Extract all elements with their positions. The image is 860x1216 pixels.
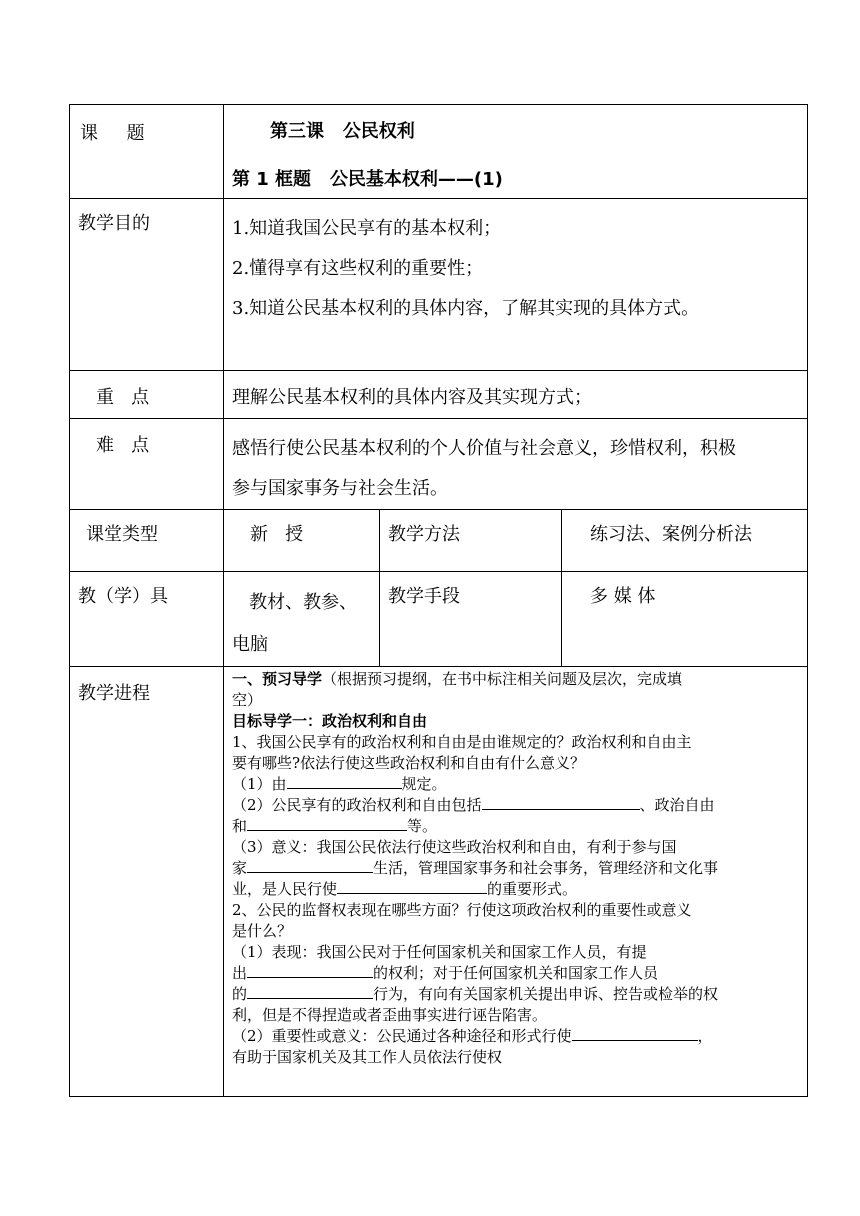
method-label: 教学方法 bbox=[388, 524, 460, 545]
method-label-cell bbox=[380, 510, 562, 572]
fill-blank[interactable] bbox=[247, 984, 373, 999]
objectives-label: 教学目的 bbox=[78, 213, 150, 234]
answer-text: （1）由 bbox=[232, 775, 287, 793]
section-title: 一、预习导学 bbox=[232, 670, 323, 688]
answer-text: （2）公民享有的政治权利和自由包括 bbox=[232, 796, 482, 814]
difficulty-text-line: 感悟行使公民基本权利的个人价值与社会意义，珍惜权利，积极 bbox=[232, 438, 736, 459]
fill-blank[interactable] bbox=[247, 858, 373, 873]
section-note-cont: 空） bbox=[232, 691, 263, 709]
class-type-label-cell bbox=[70, 510, 224, 572]
key-point-content-cell bbox=[224, 371, 808, 419]
answer-text: （1）表现：我国公民对于任何国家机关和国家工作人员，有提 bbox=[232, 943, 647, 961]
answer-text: 的权利；对于任何国家机关和国家工作人员 bbox=[373, 964, 659, 982]
answer-text: 家 bbox=[232, 859, 248, 877]
answer-text: 业，是人民行使 bbox=[232, 880, 338, 898]
fill-blank[interactable] bbox=[247, 963, 373, 978]
row-topic bbox=[70, 105, 808, 199]
lesson-plan-table bbox=[69, 104, 808, 1097]
answer-text: 和 bbox=[232, 817, 248, 835]
row-tools bbox=[70, 572, 808, 667]
means-value: 多 媒 体 bbox=[590, 586, 656, 607]
class-type-value: 新 授 bbox=[250, 524, 304, 545]
objective-item: 2.懂得享有这些权利的重要性； bbox=[232, 258, 484, 279]
row-process bbox=[70, 667, 808, 1097]
class-type-value-cell bbox=[224, 510, 380, 572]
topic-label: 课 题 bbox=[80, 123, 145, 144]
fill-blank[interactable] bbox=[572, 1026, 698, 1041]
tools-value-line: 电脑 bbox=[232, 634, 268, 655]
key-point-label: 重 点 bbox=[96, 387, 150, 408]
means-label: 教学手段 bbox=[388, 586, 460, 607]
tools-label-cell bbox=[70, 572, 224, 667]
difficulty-text-line: 参与国家事务与社会生活。 bbox=[232, 478, 448, 499]
fill-blank[interactable] bbox=[287, 774, 402, 789]
goal-title: 目标导学一：政治权利和自由 bbox=[232, 712, 428, 730]
objectives-content-cell bbox=[224, 199, 808, 371]
process-content-cell bbox=[224, 667, 808, 1097]
question-line: 2、公民的监督权表现在哪些方面？行使这项政治权利的重要性或意义 bbox=[232, 901, 692, 919]
fill-blank[interactable] bbox=[482, 795, 640, 810]
answer-text: 利，但是不得捏造或者歪曲事实进行诬告陷害。 bbox=[232, 1006, 548, 1024]
tools-value-line: 教材、教参、 bbox=[232, 592, 358, 613]
lesson-title: 第三课 公民权利 bbox=[270, 121, 415, 142]
answer-text: 的 bbox=[232, 985, 248, 1003]
objectives-label-cell bbox=[70, 199, 224, 371]
answer-text: 生活，管理国家事务和社会事务，管理经济和文化事 bbox=[373, 859, 719, 877]
tools-label: 教（学）具 bbox=[78, 586, 168, 607]
objective-item: 3.知道公民基本权利的具体内容，了解其实现的具体方式。 bbox=[232, 298, 700, 319]
fill-blank[interactable] bbox=[247, 816, 407, 831]
question-line: 要有哪些?依法行使这些政治权利和自由有什么意义？ bbox=[232, 754, 586, 772]
section-note: （根据预习提纲，在书中标注相关问题及层次，完成填 bbox=[322, 670, 683, 688]
answer-text: 等。 bbox=[407, 817, 438, 835]
answer-text: 行为，有向有关国家机关提出申诉、控告或检举的权 bbox=[373, 985, 719, 1003]
answer-text: （3）意义：我国公民依法行使这些政治权利和自由，有利于参与国 bbox=[232, 838, 677, 856]
method-value: 练习法、案例分析法 bbox=[590, 524, 752, 545]
topic-content-cell bbox=[224, 105, 808, 199]
means-value-cell bbox=[562, 572, 808, 667]
answer-text: 有助于国家机关及其工作人员依法行使权 bbox=[232, 1048, 503, 1066]
answer-text: ， bbox=[697, 1027, 713, 1045]
key-point-text: 理解公民基本权利的具体内容及其实现方式； bbox=[232, 387, 592, 408]
class-type-label: 课堂类型 bbox=[86, 524, 158, 545]
tools-value-cell bbox=[224, 572, 380, 667]
row-objectives bbox=[70, 199, 808, 371]
difficulty-label-cell bbox=[70, 419, 224, 510]
row-difficulty bbox=[70, 419, 808, 510]
means-label-cell bbox=[380, 572, 562, 667]
difficulty-content-cell bbox=[224, 419, 808, 510]
answer-text: 规定。 bbox=[401, 775, 447, 793]
topic-label-cell bbox=[70, 105, 224, 199]
answer-text: （2）重要性或意义：公民通过各种途径和形式行使 bbox=[232, 1027, 572, 1045]
objective-item: 1.知道我国公民享有的基本权利； bbox=[232, 218, 502, 239]
answer-text: 、政治自由 bbox=[639, 796, 715, 814]
process-label-cell bbox=[70, 667, 224, 1097]
method-value-cell bbox=[562, 510, 808, 572]
row-class-type bbox=[70, 510, 808, 572]
key-point-label-cell bbox=[70, 371, 224, 419]
question-line: 是什么？ bbox=[232, 922, 293, 940]
difficulty-label: 难 点 bbox=[96, 435, 150, 456]
answer-text: 的重要形式。 bbox=[487, 880, 578, 898]
question-line: 1、我国公民享有的政治权利和自由是由谁规定的？政治权利和自由主 bbox=[232, 733, 692, 751]
answer-text: 出 bbox=[232, 964, 248, 982]
row-key-point bbox=[70, 371, 808, 419]
frame-title: 第 1 框题 公民基本权利——(1) bbox=[232, 169, 503, 190]
process-label: 教学进程 bbox=[78, 683, 150, 704]
fill-blank[interactable] bbox=[337, 879, 487, 894]
